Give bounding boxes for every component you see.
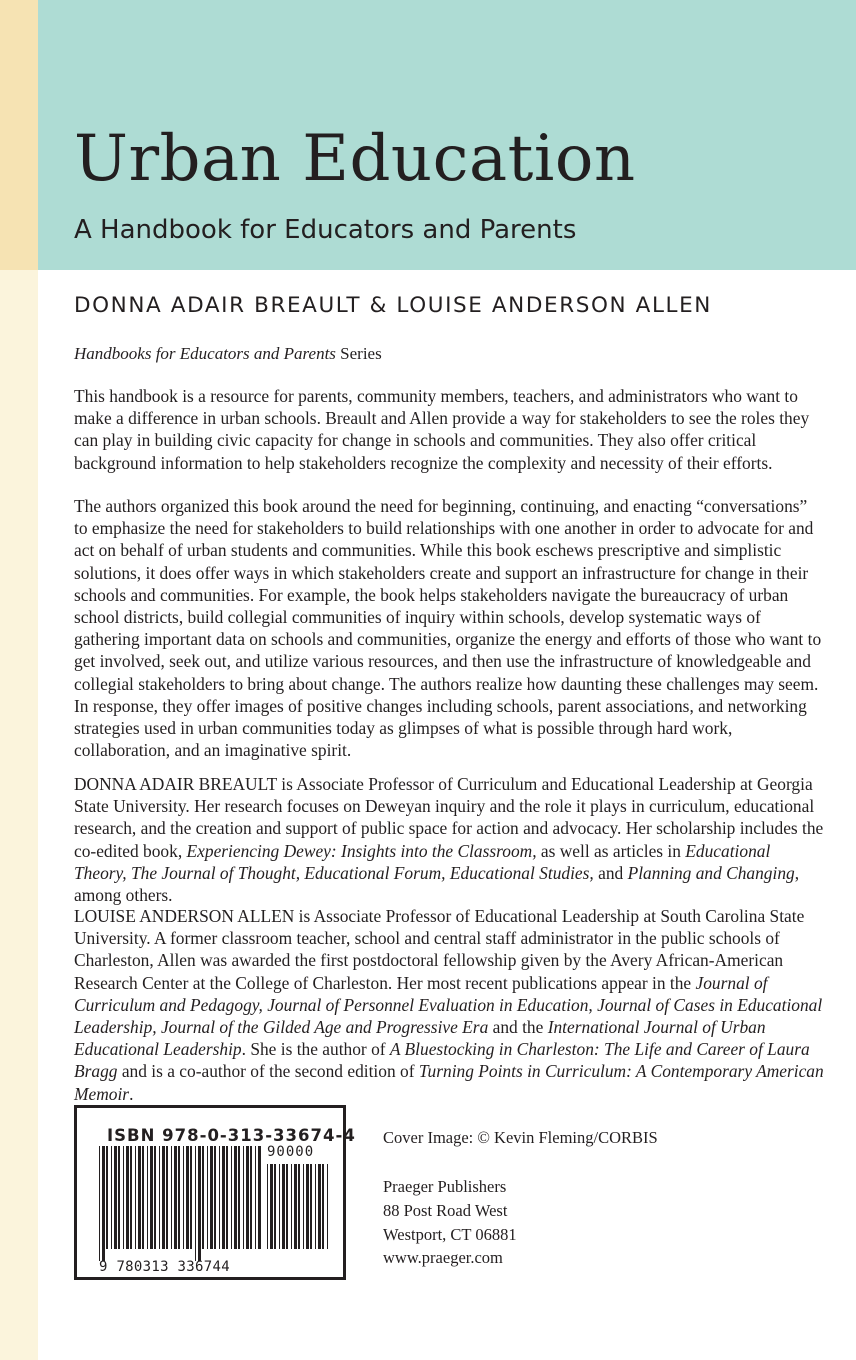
barcode-bar [130,1146,132,1249]
bio-journal-title: International Journal of Urban Educational Leadership [74,1017,766,1060]
barcode-bar [267,1164,268,1249]
author-bio-breault [74,773,824,906]
barcode-bar [231,1146,232,1249]
barcode-bar [106,1146,108,1249]
barcode-bar [159,1146,160,1249]
barcode-bar [286,1164,288,1249]
barcode-bar [298,1164,300,1249]
isbn-label: ISBN 978-0-313-33674-4 [107,1126,356,1145]
description-paragraph-2: The authors organized this book around the need for beginning, continuing, and enacting “conversations” to emphasize the need for stakeholders to build relationships with one another in order to advocate for and act on behalf of urban students and communities. While this book eschews prescriptive and simplistic solutions, it does offer ways in which stakeholders create and support an infrastructure for change in their schools and communities. For example, the book helps stakeholders navigate the bureaucracy of urban school districts, build collegial communities of inquiry within schools, develop systematic ways of gathering important data on schools and communities, organize the energy and efforts of those who want to get involved, seek out, and utilize various resources, and then use the infrastructure of knowledgeable and collegial stakeholders to bring about change. The authors realize how daunting these challenges may seem. In response, they offer images of positive changes including schools, parent associations, and networking strategies used in urban communities today as glimpses of what is possible through hard work, collaboration, and an imaginative spirit. [74,496,822,761]
barcode-bar [147,1146,148,1249]
barcode-bar [150,1146,153,1249]
barcode-bar [327,1164,328,1249]
bio-name: DONNA ADAIR BREAULT [74,774,277,794]
barcode-bar [274,1164,276,1249]
barcode-bar [178,1146,180,1249]
barcode-bar [166,1146,168,1249]
series-suffix: Series [335,344,382,363]
barcode-bar [114,1146,117,1249]
barcode-bar [294,1164,297,1249]
barcode-bar [171,1146,172,1249]
barcode-bar [162,1146,165,1249]
barcode-bar [322,1164,324,1249]
publisher-name: Praeger Publishers [383,1177,507,1196]
barcode-bar [250,1146,252,1249]
bio-journal-titles: Educational Theory, The Journal of Thought, Educational Forum, Educational Studies, [74,840,771,883]
barcode-bar [303,1164,304,1249]
barcode-bar [258,1146,261,1249]
barcode-main-bars [99,1146,261,1261]
bio-text: and is a co-author of the second edition of [117,1061,419,1082]
bio-journal-titles: Journal of Curriculum and Pedagogy, Journal of Personnel Evaluation in Education, Journal of Cases in Educational Leadership, Journal of the Gilded Age and Progressive Era [74,972,823,1038]
barcode-bar [282,1164,285,1249]
book-title: Urban Education [74,122,636,196]
barcode-bar [246,1146,249,1249]
barcode-bar [111,1146,112,1249]
barcode-bar [154,1146,156,1249]
barcode-bar [186,1146,189,1249]
barcode-bar [99,1146,100,1261]
barcode-bar [195,1146,196,1261]
barcode-bar [291,1164,292,1249]
publisher-city: Westport, CT 06881 [383,1224,517,1244]
author-bio-allen [74,905,824,1105]
barcode-bar [238,1146,240,1249]
barcode-bar [255,1146,256,1249]
barcode-bar [279,1164,280,1249]
barcode-bar [306,1164,309,1249]
bio-name: LOUISE ANDERSON ALLEN [74,906,295,926]
barcode-bar [318,1164,321,1249]
barcode-bar [222,1146,225,1249]
barcode-price-code: 90000 [267,1144,315,1160]
publisher-website[interactable]: www.praeger.com [383,1248,503,1268]
barcode-bar [190,1146,192,1249]
book-authors: DONNA ADAIR BREAULT & LOUISE ANDERSON ALLEN [74,293,712,318]
barcode-bar [183,1146,184,1249]
bio-book-title: Turning Points in Curriculum: A Contemporary American Memoir [74,1061,824,1104]
barcode-bar [123,1146,124,1249]
cover-image-credit: Cover Image: © Kevin Fleming/CORBIS [383,1128,658,1147]
barcode-bar [174,1146,177,1249]
bio-text: and the [488,1017,548,1038]
barcode-bar [210,1146,213,1249]
barcode-bar [138,1146,141,1249]
barcode-bar [315,1164,316,1249]
barcode-digits: 9 780313 336744 [99,1259,230,1275]
barcode-bar [219,1146,220,1249]
barcode-bar [202,1146,204,1249]
bio-text: is Associate Professor of Curriculum and Educational Leadership at Georgia State University. Her research focuses on Deweyan inquiry and the role it plays in curriculum, educational research, and the creation and support of public space for action and advocacy. Her scholarship includes the co-edited book, [74,774,824,861]
bio-text: . [129,1083,134,1104]
isbn-barcode [74,1105,356,1280]
barcode-bar [214,1146,216,1249]
bio-book-title: Experiencing Dewey: Insights into the Classroom, [186,840,537,861]
series-line [74,344,382,364]
barcode-bar [207,1146,208,1249]
barcode-bar [118,1146,120,1249]
bio-book-title: A Bluestocking in Charleston: The Life and Career of Laura Bragg [74,1039,810,1082]
barcode-bar [135,1146,136,1249]
bio-journal-title: Planning and Changing [627,862,795,883]
publisher-info [383,1175,517,1270]
barcode-bar [243,1146,244,1249]
barcode-bar [226,1146,228,1249]
bio-text: and [593,862,628,883]
publisher-street: 88 Post Road West [383,1200,508,1220]
description-paragraph-1: This handbook is a resource for parents, community members, teachers, and administrators who want to make a difference in urban schools. Breault and Allen provide a way for stakeholders to see the roles they can play in building civic capacity for change in schools and communities. They also offer critical background information to help stakeholders recognize the complexity and necessity of their efforts. [74,386,810,473]
bio-text: as well as articles in [536,840,686,861]
barcode-bar [126,1146,129,1249]
series-name: Handbooks for Educators and Parents [74,344,336,363]
barcode-bar [142,1146,144,1249]
barcode-bar [198,1146,201,1261]
barcode-bar [310,1164,312,1249]
left-color-strip-light [0,270,38,1360]
barcode-bar [270,1164,273,1249]
bio-text: . She is the author of [241,1039,390,1060]
barcode-bar [102,1146,105,1261]
barcode-addon-bars [267,1164,329,1261]
book-subtitle: A Handbook for Educators and Parents [74,215,577,245]
bio-text: is Associate Professor of Educational Leadership at South Carolina State University. A former classroom teacher, school and central staff administrator in the public schools of Charleston, Allen was awarded the first postdoctoral fellowship given by the Avery African-American Research Center at the College of Charleston. Her most recent publications appear in the [74,906,805,993]
barcode-bar [234,1146,237,1249]
bio-text: , among others. [74,862,800,906]
